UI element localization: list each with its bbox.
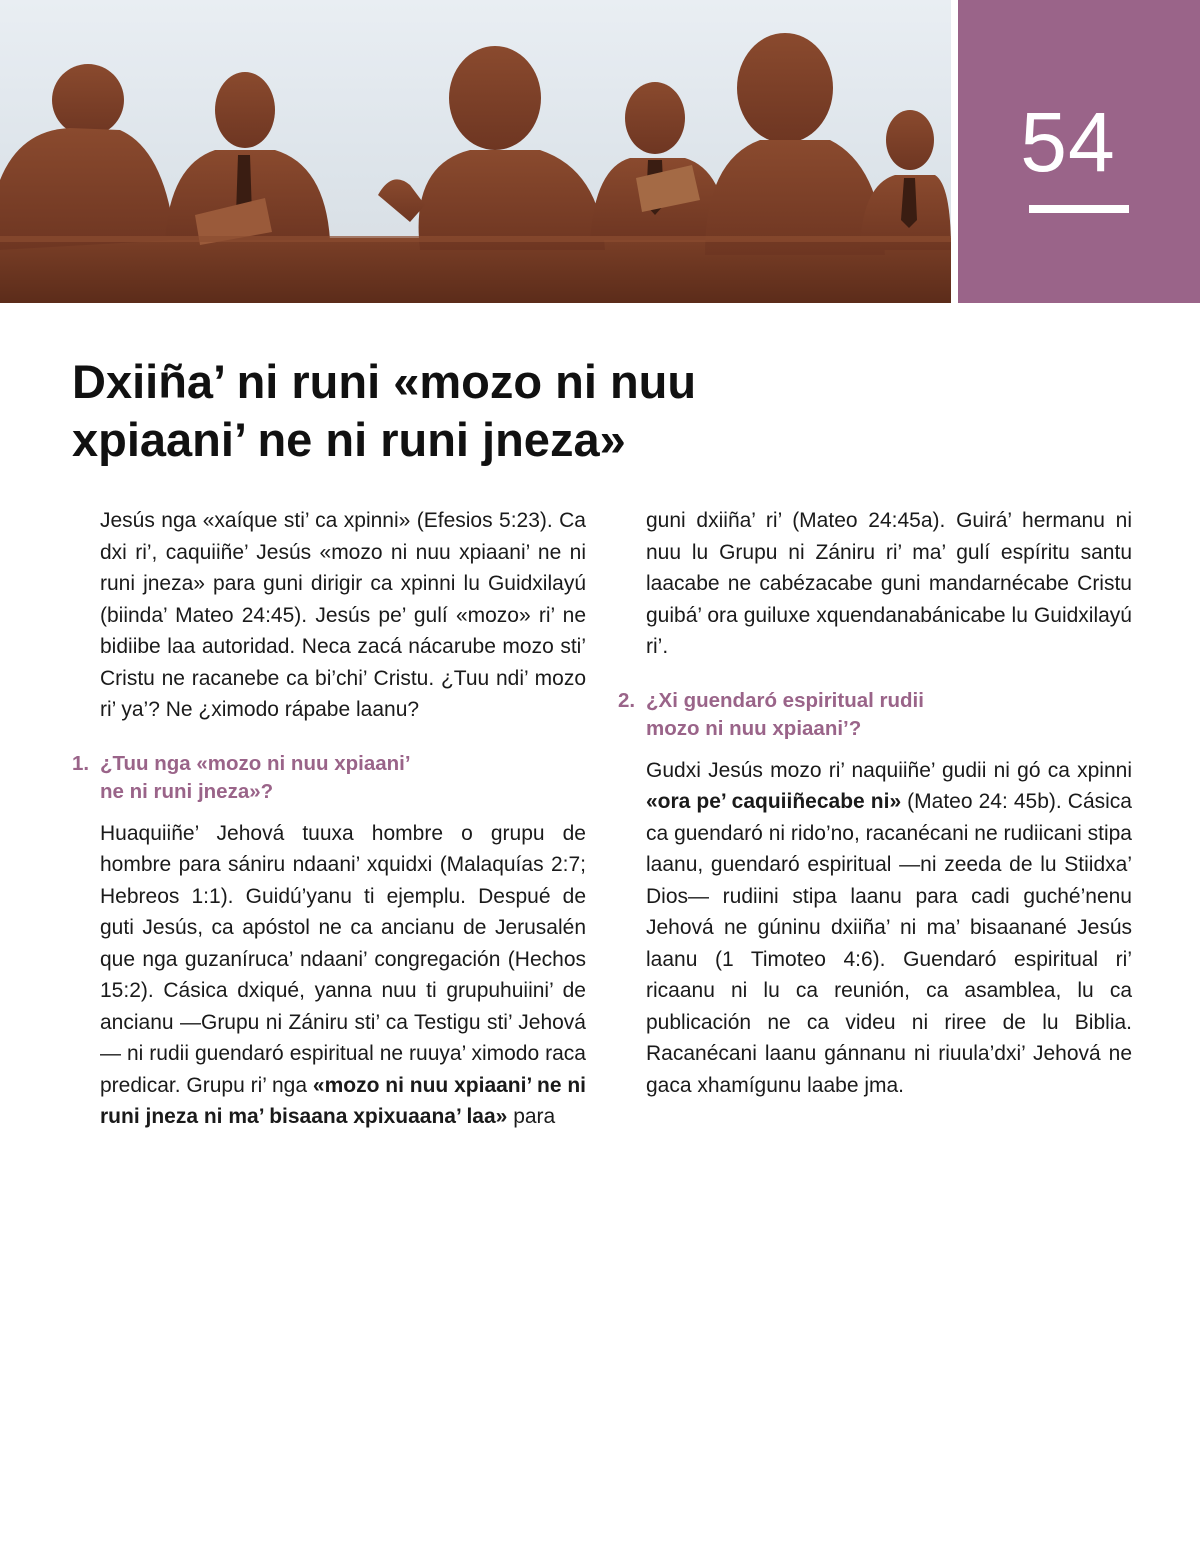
question-1-number: 1. <box>72 751 90 775</box>
person-silhouette <box>590 82 728 240</box>
section-2-bold-quote: «ora pe’ caquiiñecabe ni» <box>646 790 902 813</box>
person-silhouette <box>705 33 885 255</box>
right-column-section-2 <box>618 505 1132 1101</box>
person-silhouette <box>860 110 951 250</box>
person-silhouette <box>0 64 175 250</box>
question-1-line-1: ¿Tuu nga «mozo ni nuu xpiaani’ <box>100 751 411 775</box>
section-1-bold-quote: «mozo ni nuu xpiaani’ ne ni runi jneza ni ma’ bisaana xpixuaana’ laa» <box>100 1073 587 1128</box>
section-1-paragraph <box>100 818 586 1133</box>
lesson-number: 54 <box>1020 95 1116 189</box>
section-1-paragraph-continued: guni dxiiña’ ri’ (Mateo 24:45a). Guirá’ hermanu ni nuu lu Grupu ni Zániru ri’ ma’ gulí espíritu santu laacabe ne cabézacabe guni mandarnécabe Cristu guibá’ ora guiluxe xquendanabánicabe lu Guidxilayú ri’. <box>646 509 1132 658</box>
section-2-text-continued: (Mateo 24: 45b). Cásica ca guendaró ni rido’no, racanécani ne rudiicani stipa laanu, guendaró espiritual —ni zeeda de lu Stiidxa’ Dios— rudiini stipa laanu para cadi guché’nenu Jehová ne gúninu dxiiña’ ni ma’ bisaanané Jesús laanu (1 Timoteo 4:6). Guendaró espiritual ri’ ricaanu ni lu ca reunión, ca asamblea, lu ca publicación ne ca videu ni riree de lu Biblia. Racanécani laanu gánnanu ni riuula’dxi’ Jehová ne gaca xhamígunu laabe jma. <box>646 790 1132 1097</box>
intro-paragraph: Jesús nga «xaíque sti’ ca xpinni» (Efesios 5:23). Ca dxi ri’, caquiiñe’ Jesús «mozo ni nuu xpiaani’ ne ni runi jneza» para guni dirigir ca xpinni lu Guidxilayú (biinda’ Mateo 24:45). Jesús pe’ gulí «mozo» ri’ ne bidiibe laa autoridad. Neca zacá nácarube mozo sti’ Cristu ne racanebe ca bi’chi’ Cristu. ¿Tuu ndi’ mozo ri’ ya’? Ne ¿ximodo rápabe laanu? <box>100 509 586 721</box>
section-2-text-start: Gudxi Jesús mozo ri’ naquiiñe’ gudii ni gó ca xpinni <box>646 758 1132 782</box>
page-title-line-1: Dxiiña’ ni runi «mozo ni nuu <box>72 355 697 408</box>
question-2-line-2: mozo ni nuu xpiaani’? <box>646 717 862 740</box>
question-1 <box>72 750 586 807</box>
question-2-number: 2. <box>618 688 636 712</box>
question-1-line-2: ne ni runi jneza»? <box>100 780 274 803</box>
person-silhouette <box>378 46 605 250</box>
lesson-number-box <box>958 0 1200 303</box>
left-column <box>72 505 587 1133</box>
elders-meeting-illustration <box>0 0 951 303</box>
page-title-line-2: xpiaani’ ne ni runi jneza» <box>72 413 626 466</box>
section-1-text-start: Huaquiiñe’ Jehová tuuxa hombre o grupu de hombre para sániru ndaani’ xquidxi (Malaquías 2:7; Hebreos 1:1). Guidú’yanu ti ejemplu. Despué de guti Jesús, ca apóstol ne ca ancianu de Jerusalén que nga guzaníruca’ ndaani’ congregación (Hechos 15:2). Cásica dxiqué, yanna nuu ti grupuhuiini’ de ancianu —Grupu ni Zániru sti’ ca Testigu sti’ Jehová— ni rudii guendaró espiritual ne ruuya’ ximodo raca predicar. Grupu ri’ nga <box>100 821 586 1097</box>
page-title <box>72 353 872 469</box>
question-2-line-1: ¿Xi guendaró espiritual rudii <box>646 688 924 712</box>
question-2 <box>618 687 1132 744</box>
section-1-text-continued: para <box>513 1105 556 1128</box>
lesson-number-underline <box>1029 205 1129 213</box>
header-illustration <box>0 0 951 303</box>
section-2-paragraph <box>646 755 1132 1102</box>
